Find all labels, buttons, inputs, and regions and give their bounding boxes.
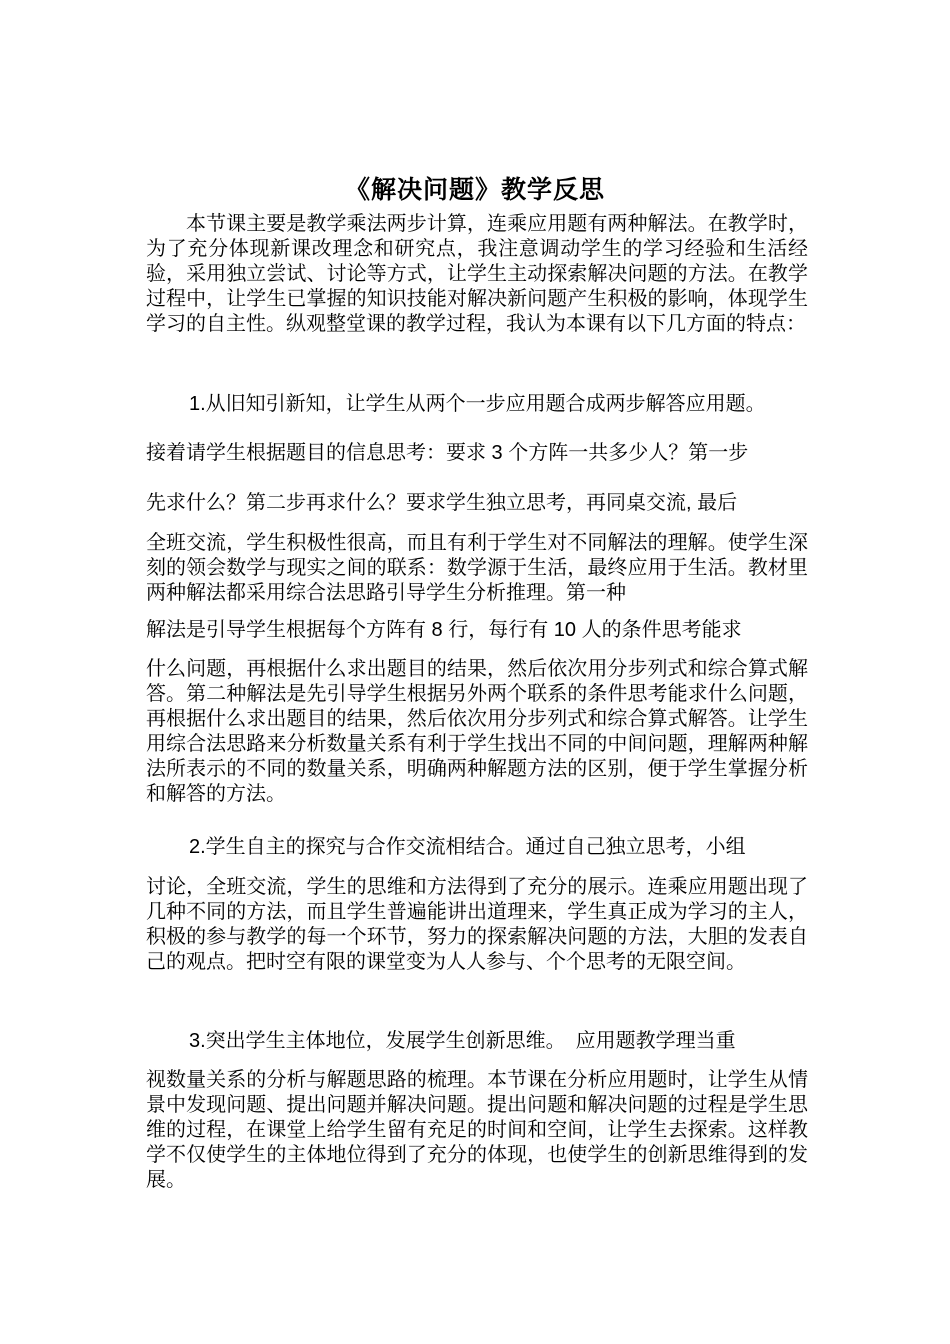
point-2-body: 讨论，全班交流，学生的思维和方法得到了充分的展示。连乘应用题出现了几种不同的方法，而且学生普遍能讲出道理来，学生真正成为学习的主人，积极的参与教学的每一个环节，努力的探索解决问题的方法，大胆的发表自己的观点。把时空有限的课堂变为人人参与、个个思考的无限空间。 <box>146 874 808 973</box>
document-title: 《解决问题》教学反思 <box>344 175 605 204</box>
intro-paragraph: 本节课主要是教学乘法两步计算，连乘应用题有两种解法。在教学时，为了充分体现新课改理念和研究点，我注意调动学生的学习经验和生活经验，采用独立尝试、讨论等方式，让学生主动探索解决问题的方法。在教学过程中，让学生已掌握的知识技能对解决新问题产生积极的影响，体现学生学习的自主性。纵观整堂课的教学过程，我认为本课有以下几方面的特点： <box>146 211 808 335</box>
point-1-line-3: 解法是引导学生根据每个方阵有 8 行，每行有 10 人的条件思考能求 <box>146 619 742 641</box>
point-1-line-1: 接着请学生根据题目的信息思考：要求 3 个方阵一共多少人？第一步 <box>146 442 749 464</box>
point-1-body-1: 全班交流，学生积极性很高，而且有利于学生对不同解法的理解。使学生深刻的领会数学与现实之间的联系：数学源于生活，最终应用于生活。教材里两种解法都采用综合法思路引导学生分析推理。第一种 <box>146 530 808 604</box>
point-2-heading: 2.学生自主的探究与合作交流相结合。通过自己独立思考，小组 <box>189 836 746 858</box>
point-1-line-2: 先求什么？第二步再求什么？要求学生独立思考，再同桌交流, 最后 <box>146 492 738 514</box>
point-1-heading: 1.从旧知引新知，让学生从两个一步应用题合成两步解答应用题。 <box>189 393 766 415</box>
point-3-heading: 3.突出学生主体地位，发展学生创新思维。 应用题教学理当重 <box>189 1030 736 1052</box>
point-1-body-2: 什么问题，再根据什么求出题目的结果，然后依次用分步列式和综合算式解答。第二种解法是先引导学生根据另外两个联系的条件思考能求什么问题，再根据什么求出题目的结果，然后依次用分步列式和综合算式解答。让学生用综合法思路来分析数量关系有利于学生找出不同的中间问题，理解两种解法所表示的不同的数量关系，明确两种解题方法的区别，便于学生掌握分析和解答的方法。 <box>146 656 808 805</box>
point-3-body: 视数量关系的分析与解题思路的梳理。本节课在分析应用题时，让学生从情景中发现问题、提出问题并解决问题。提出问题和解决问题的过程是学生思维的过程，在课堂上给学生留有充足的时间和空间，让学生去探索。这样教学不仅使学生的主体地位得到了充分的体现，也使学生的创新思维得到的发展。 <box>146 1067 808 1191</box>
